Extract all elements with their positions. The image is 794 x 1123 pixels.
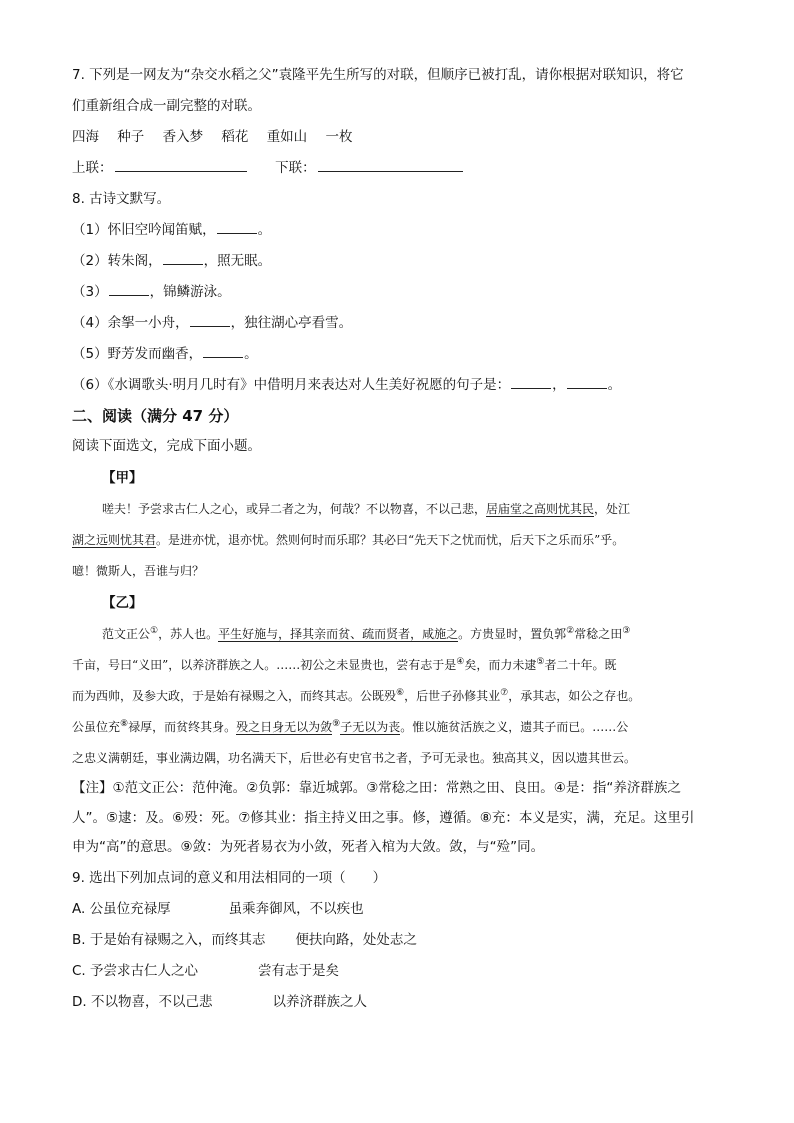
passage-line: 噫！微斯人，吾谁与归？ <box>72 564 205 578</box>
q8-item-text: 。 <box>607 377 622 393</box>
passage-line <box>72 494 732 525</box>
q9-option-c[interactable] <box>72 956 732 987</box>
document-page <box>72 60 732 1018</box>
q8-item-text: （2）转朱阁， <box>72 253 162 269</box>
text: ，处江 <box>594 502 631 516</box>
q8-item-text: （1）怀旧空吟闻笛赋， <box>72 222 216 238</box>
footnote-marker: ⑨ <box>332 719 341 729</box>
text: 范文正公 <box>102 627 151 641</box>
q8-item-text: ， <box>552 377 566 393</box>
text: 嗟夫！予尝求古仁人之心，或异二者之为，何哉？不以物喜，不以己悲， <box>102 502 487 516</box>
underlined-text: 平生好施与，择其亲而贫、疏而贤者，咸施之 <box>218 627 459 641</box>
text: 禄厚，而贫终其身。 <box>128 720 237 734</box>
q8-item-text: （6）《水调歌头·明月几时有》中借明月来表达对人生美好祝愿的句子是： <box>72 377 511 393</box>
footnote-marker: ② <box>566 626 575 636</box>
q7-line2: 们重新组合成一副完整的对联。 <box>72 98 261 114</box>
text: ，后世子孙修其业 <box>404 689 501 703</box>
passage-jia <box>72 494 732 587</box>
text: 。方贵显时，置负郭 <box>458 627 567 641</box>
q8-item-text: （4）余挐一小舟， <box>72 315 189 331</box>
passage-jia-label: 【甲】 <box>102 470 143 486</box>
fill-blank[interactable] <box>190 313 230 327</box>
annotation-notes <box>72 774 732 863</box>
q8-item-text: 。 <box>244 346 258 362</box>
q8-item-text: 。 <box>257 222 272 238</box>
passage-line: 之忠义满朝廷，事业满边隅，功名满天下，后世必有史官书之者，予可无录也。独高其义，因以遗其世云。 <box>72 751 637 765</box>
q7-word: 香入梦 <box>162 129 204 145</box>
text: 公虽位充 <box>72 720 121 734</box>
footnote-marker: ④ <box>456 657 465 667</box>
underlined-text: 子无以为丧 <box>340 720 401 734</box>
option-text: A. 公虽位充禄厚 <box>72 900 171 917</box>
text: 。惟以施贫活族之义，遗其子而已。……公 <box>400 720 629 734</box>
text: 而为西帅，及参大政，于是始有禄赐之入，而终其志。公既殁 <box>72 689 397 703</box>
q8-title: 8. 古诗文默写。 <box>72 191 171 207</box>
option-text: 虽乘奔御风，不以疾也 <box>228 900 364 917</box>
q7-word-list <box>72 122 732 153</box>
footnote-marker: ⑧ <box>120 719 129 729</box>
passage-yi-label: 【乙】 <box>102 595 143 611</box>
underlined-text: 湖之远则忧其君 <box>72 533 157 547</box>
fill-blank[interactable] <box>203 344 243 358</box>
underlined-text: 殁之日身无以为敛 <box>236 720 333 734</box>
note-line: 【注】①范文正公：范仲淹。②负郭：靠近城郭。③常稔之田：常熟之田、良田。④是：指“养济群族之 <box>72 780 681 796</box>
option-text: D. 不以物喜，不以己悲 <box>72 993 213 1010</box>
option-text: B. 于是始有禄赐之入，而终其志 <box>72 931 266 948</box>
underlined-text: 居庙堂之高则忧其民 <box>486 502 595 516</box>
upper-couplet-label: 上联： <box>72 160 113 176</box>
q7-word: 四海 <box>72 129 99 145</box>
passage-line <box>72 650 732 681</box>
fill-blank[interactable] <box>567 375 607 389</box>
q7-line1: 7. 下列是一网友为“杂交水稻之父”袁隆平先生所写的对联，但顺序已被打乱，请你根据对联知识，将它 <box>72 67 684 83</box>
footnote-marker: ⑦ <box>500 688 509 698</box>
q8-item <box>72 246 732 277</box>
text: ，苏人也。 <box>158 627 219 641</box>
fill-blank[interactable] <box>217 220 257 234</box>
q8-item <box>72 308 732 339</box>
text: ，承其志，如公之存也。 <box>508 689 641 703</box>
footnote-marker: ⑤ <box>536 657 545 667</box>
q7-word: 稻花 <box>221 129 249 145</box>
passage-line <box>72 619 732 650</box>
q8-item <box>72 277 732 308</box>
option-text: 尝有志于是矣 <box>258 962 340 979</box>
q7-word: 种子 <box>117 129 145 145</box>
q8-item-text: （5）野芳发而幽香， <box>72 346 203 362</box>
q7-answer-row <box>72 153 732 184</box>
q7-word: 重如山 <box>266 129 308 145</box>
option-text: 便扶向路，处处志之 <box>295 931 417 948</box>
note-line: 人”。⑤逮：及。⑥殁：死。⑦修其业：指主持义田之事。修，遵循。⑧充：本义是实，满，充足。这里引 <box>72 809 695 826</box>
section-heading: 二、阅读（满分 47 分） <box>72 407 239 425</box>
text: 。是进亦忧，退亦忧。然则何时而乐耶？其必曰“先天下之忧而忧，后天下之乐而乐”乎。 <box>156 533 625 547</box>
passage-yi <box>72 619 732 774</box>
footnote-marker: ① <box>150 626 159 636</box>
passage-line <box>72 681 732 712</box>
footnote-marker: ③ <box>622 626 631 636</box>
text: 矣，而力未逮 <box>464 658 537 672</box>
passage-line <box>72 525 732 556</box>
q8-item <box>72 339 732 370</box>
q9-stem: 9. 选出下列加点词的意义和用法相同的一项（ ） <box>72 869 387 886</box>
q7-word: 一枚 <box>325 129 353 145</box>
fill-blank[interactable] <box>109 282 149 296</box>
q8-item-text: ，锦鳞游泳。 <box>149 284 231 300</box>
option-text: 以养济群族之人 <box>272 993 367 1010</box>
note-line: 申为“高”的意思。⑨敛：为死者易衣为小敛，死者入棺为大敛。敛，与“殓”同。 <box>72 839 545 855</box>
text: 者二十年。既 <box>544 658 617 672</box>
q8-item <box>72 370 732 401</box>
q8-item-text: ，独往湖心亭看雪。 <box>230 315 353 331</box>
q8-item-text: （3） <box>72 284 108 300</box>
footnote-marker: ⑥ <box>396 688 405 698</box>
fill-blank[interactable] <box>163 251 203 265</box>
reading-instruction: 阅读下面选文，完成下面小题。 <box>72 438 261 454</box>
q9-option-a[interactable] <box>72 894 732 925</box>
passage-line <box>72 712 732 743</box>
q9-option-b[interactable] <box>72 925 732 956</box>
lower-couplet-label: 下联： <box>275 160 316 176</box>
q8-item <box>72 215 732 246</box>
text: 千亩，号曰“义田”，以养济群族之人。……初公之未显贵也，尝有志于是 <box>72 658 457 672</box>
q8-item-text: ，照无眠。 <box>203 253 272 269</box>
fill-blank[interactable] <box>511 375 551 389</box>
upper-couplet-blank[interactable] <box>115 157 247 172</box>
q9-option-d[interactable] <box>72 987 732 1018</box>
option-text: C. 予尝求古仁人之心 <box>72 962 199 979</box>
lower-couplet-blank[interactable] <box>318 157 463 172</box>
text: 常稔之田 <box>574 627 623 641</box>
